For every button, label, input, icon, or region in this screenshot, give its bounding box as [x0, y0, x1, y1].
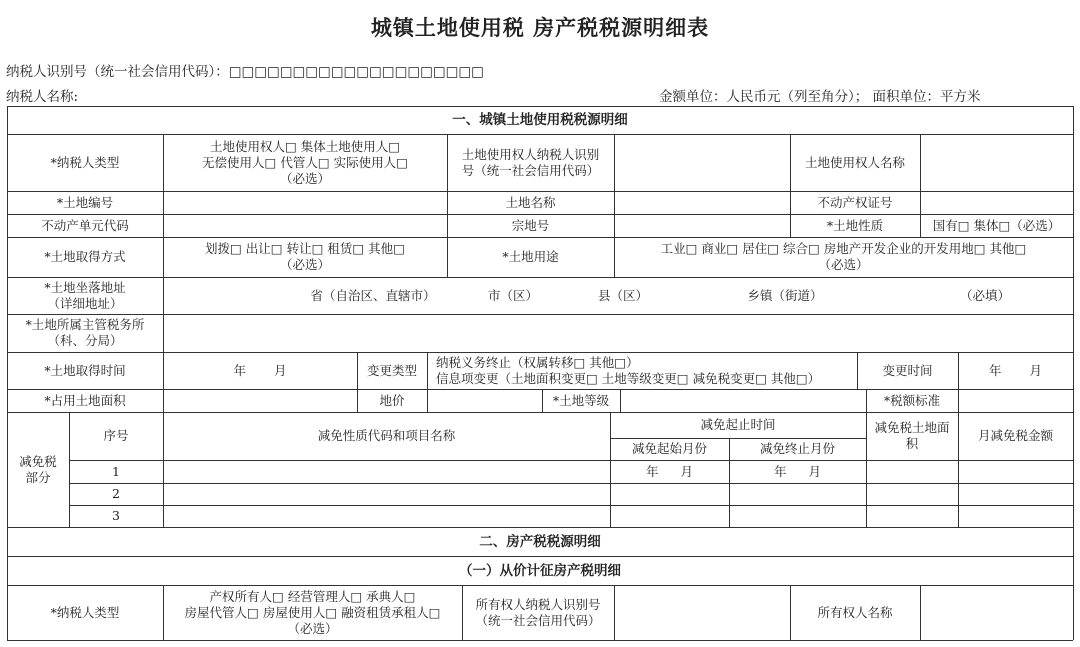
tax-office-label: *土地所属主管税务所 （科、分局）	[25, 317, 145, 348]
acq-time-field[interactable]: 年 月	[233, 362, 287, 378]
relief-row-end[interactable]: 年 月	[773, 463, 822, 479]
taxpayer-id-boxes[interactable]: □□□□□□□□□□□□□□□□□□□□	[228, 64, 484, 80]
relief-row-seq: 1	[112, 463, 120, 479]
acq-time-label: *土地取得时间	[44, 362, 126, 378]
land-nature-label: *土地性质	[826, 217, 884, 233]
owner-id-field[interactable]	[614, 585, 790, 640]
relief-seq-header: 序号	[103, 428, 129, 443]
acquisition-method-label: *土地取得方式	[44, 249, 126, 264]
land-price-field[interactable]	[427, 389, 542, 412]
parcel-no-label: 宗地号	[511, 217, 550, 233]
acquisition-method-options[interactable]: 划拨□ 出让□ 转让□ 租赁□ 其他□ （必选）	[205, 241, 405, 272]
address-town: 乡镇（街道）	[747, 287, 823, 303]
land-nature-options[interactable]: 国有□ 集体□（必选）	[932, 217, 1061, 233]
address-label: *土地坐落地址 （详细地址）	[44, 279, 126, 311]
tax-office-field[interactable]	[163, 314, 1073, 352]
owner-name-label: 所有权人名称	[817, 604, 893, 620]
owner-type-label: *纳税人类型	[50, 604, 120, 620]
relief-row-seq: 2	[112, 486, 120, 501]
land-grade-field[interactable]	[620, 389, 866, 412]
property-cert-field[interactable]	[920, 191, 1073, 214]
relief-end-header: 减免终止月份	[759, 441, 835, 456]
land-user-name-field[interactable]	[920, 134, 1073, 191]
taxpayer-type-options[interactable]: 土地使用权人□ 集体土地使用人□ 无偿使用人□ 代管人□ 实际使用人□ （必选）	[202, 138, 408, 186]
change-type-label: 变更类型	[366, 362, 417, 378]
relief-row-start[interactable]: 年 月	[645, 463, 694, 479]
taxpayer-id-line	[6, 60, 484, 80]
owner-type-options[interactable]: 产权所有人□ 经营管理人□ 承典人□ 房屋代管人□ 房屋使用人□ 融资租赁承租人□ （必选）	[184, 588, 441, 636]
relief-code-header: 减免性质代码和项目名称	[317, 428, 456, 443]
land-grade-label: *土地等级	[552, 392, 610, 408]
tax-standard-label: *税额标准	[883, 392, 941, 408]
relief-area-header: 减免税土地面 积	[874, 420, 950, 451]
land-use-options[interactable]: 工业□ 商业□ 居住□ 综合□ 房地产开发企业的开发用地□ 其他□ （必选）	[660, 241, 1027, 272]
owner-name-field[interactable]	[920, 585, 1073, 640]
occupied-area-label: *占用土地面积	[44, 392, 126, 408]
relief-amount-header: 月减免税金额	[977, 428, 1053, 443]
property-unit-label: 不动产单元代码	[41, 217, 129, 233]
address-city: 市（区）	[487, 287, 538, 303]
property-unit-field[interactable]	[163, 214, 447, 237]
taxpayer-type-label: *纳税人类型	[50, 154, 120, 170]
relief-row-seq: 3	[112, 508, 120, 523]
land-use-label: *土地用途	[502, 249, 559, 264]
tax-standard-field[interactable]	[958, 389, 1073, 412]
address-province: 省（自治区、直辖市）	[310, 287, 436, 303]
unit-note: 金额单位：人民币元（列至角分）； 面积单位：平方米	[659, 89, 981, 105]
section2-subheading: （一）从价计征房产税明细	[459, 562, 621, 579]
address-county: 县（区）	[597, 287, 648, 303]
address-required: （必填）	[959, 287, 1010, 303]
owner-id-label: 所有权人纳税人识别号 （统一社会信用代码）	[475, 596, 601, 628]
change-time-label: 变更时间	[882, 362, 933, 378]
parcel-no-field[interactable]	[614, 214, 790, 237]
relief-start-header: 减免起始月份	[631, 441, 707, 456]
land-no-label: *土地编号	[56, 194, 114, 210]
occupied-area-field[interactable]	[163, 389, 357, 412]
land-price-label: 地价	[379, 392, 405, 408]
land-user-id-field[interactable]	[614, 134, 790, 191]
taxpayer-id-label: 纳税人识别号（统一社会信用代码）：	[6, 64, 229, 80]
section2-heading: 二、房产税税源明细	[479, 533, 601, 550]
land-no-field[interactable]	[163, 191, 447, 214]
property-cert-label: 不动产权证号	[817, 194, 893, 210]
relief-section-label: 减免税 部分	[19, 453, 57, 485]
page-title: 城镇土地使用税 房产税税源明细表	[370, 15, 710, 40]
land-user-id-label: 土地使用权人纳税人识别 号（统一社会信用代码）	[461, 146, 600, 178]
change-type-options[interactable]: 纳税义务终止（权属转移□ 其他□） 信息项变更（土地面积变更□ 土地等级变更□ 减免税变更□ 其他□）	[436, 354, 821, 386]
land-user-name-label: 土地使用权人名称	[804, 154, 905, 170]
change-time-field[interactable]: 年 月	[988, 362, 1043, 378]
land-name-field[interactable]	[614, 191, 790, 214]
relief-period-header: 减免起止时间	[700, 417, 776, 432]
land-name-label: 土地名称	[505, 194, 556, 210]
taxpayer-name-label: 纳税人名称:	[6, 89, 79, 105]
section1-heading: 一、城镇土地使用税税源明细	[452, 112, 628, 128]
